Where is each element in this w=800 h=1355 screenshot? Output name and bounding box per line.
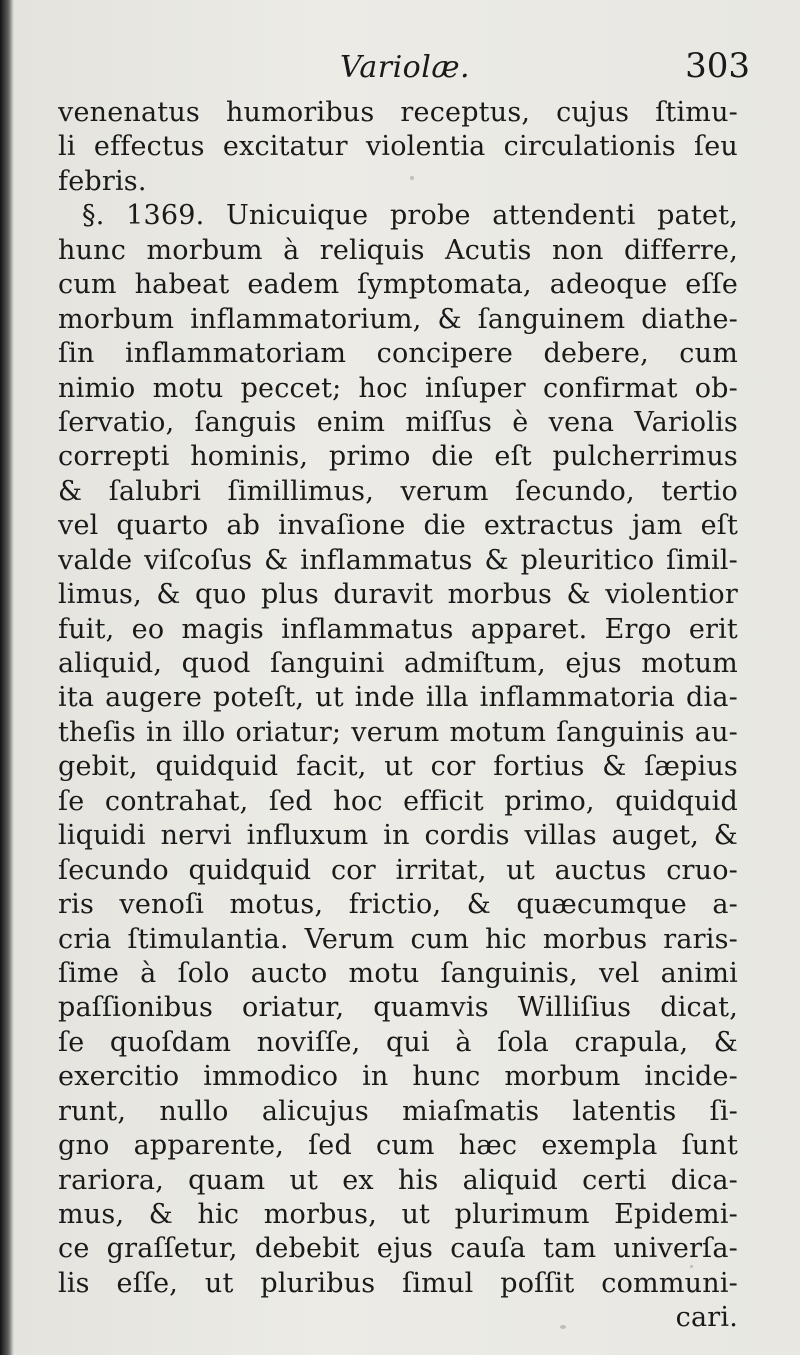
text-line: ſe quoſdam noviſſe, qui à ſola crapula, &	[58, 1026, 738, 1058]
paper-speck	[560, 1325, 566, 1329]
text-line: morbum inflammatorium, & ſanguinem diathe-	[58, 303, 738, 335]
running-title: Variolæ.	[339, 50, 471, 85]
paper-speck	[410, 176, 414, 180]
text-line: ita augere poteſt, ut inde illa inflammatoria dia-	[58, 682, 738, 714]
text-line: liquidi nervi influxum in cordis villas auget, &	[58, 820, 738, 852]
text-line: ſe contrahat, ſed hoc efficit primo, quidquid	[58, 785, 738, 817]
text-line: & ſalubri ſimillimus, verum ſecundo, tertio	[58, 475, 738, 507]
text-line: venenatus humoribus receptus, cujus ſtimu-	[58, 97, 738, 128]
text-line: cria ſtimulantia. Verum cum hic morbus raris-	[58, 923, 738, 955]
text-line: lis eſſe, ut pluribus ſimul poſſit communi-	[58, 1267, 738, 1299]
text-line: hunc morbum à reliquis Acutis non differre,	[58, 234, 738, 266]
paper-speck	[690, 1265, 693, 1268]
text-line: cum habeat eadem ſymptomata, adeoque eſſe	[58, 269, 738, 301]
text-line: rariora, quam ut ex his aliquid certi dica-	[58, 1164, 738, 1196]
text-line: ſecundo quidquid cor irritat, ut auctus cruo-	[58, 854, 738, 886]
text-line: runt, nullo alicujus miaſmatis latentis ſi-	[58, 1095, 738, 1127]
catchword: cari.	[675, 1302, 738, 1334]
text-line: febris.	[58, 165, 147, 197]
text-line: ce graſſetur, debebit ejus cauſa tam univerſa-	[58, 1233, 738, 1265]
text-line: ſervatio, ſanguis enim miſſus è vena Variolis	[58, 406, 738, 438]
text-line: li effectus excitatur violentia circulationis ſeu	[58, 131, 738, 163]
paragraph-start-line: §. 1369. Unicuique probe attendenti patet,	[82, 200, 738, 232]
text-line: exercitio immodico in hunc morbum incide-	[58, 1061, 738, 1093]
page-number: 303	[685, 46, 750, 86]
text-line: gno apparente, ſed cum hæc exempla ſunt	[58, 1130, 738, 1162]
page-header	[60, 42, 750, 92]
text-line: ris venoſi motus, frictio, & quæcumque a-	[58, 889, 738, 921]
text-line: vel quarto ab invaſione die extractus jam eſt	[58, 510, 738, 542]
spine-shadow	[0, 0, 14, 1355]
text-line: correpti hominis, primo die eſt pulcherrimus	[58, 441, 738, 473]
text-line: theſis in illo oriatur; verum motum ſanguinis au-	[58, 716, 738, 748]
text-line: fuit, eo magis inflammatus apparet. Ergo erit	[58, 613, 738, 645]
text-line: gebit, quidquid facit, ut cor fortius & ſæpius	[58, 751, 738, 783]
text-line: mus, & hic morbus, ut plurimum Epidemi-	[58, 1199, 738, 1230]
text-line: paſſionibus oriatur, quamvis Williſius dicat,	[58, 992, 738, 1024]
text-line: aliquid, quod ſanguini admiſtum, ejus motum	[58, 648, 738, 679]
text-line: nimio motu peccet; hoc inſuper confirmat ob-	[58, 372, 738, 404]
text-block	[58, 96, 738, 1336]
text-line: valde viſcoſus & inflammatus & pleuritico ſimil-	[58, 544, 738, 576]
text-line: ſime à ſolo aucto motu ſanguinis, vel animi	[58, 957, 738, 989]
text-line: limus, & quo plus duravit morbus & violentior	[58, 579, 738, 611]
text-line: ſin inflammatoriam concipere debere, cum	[58, 338, 738, 370]
